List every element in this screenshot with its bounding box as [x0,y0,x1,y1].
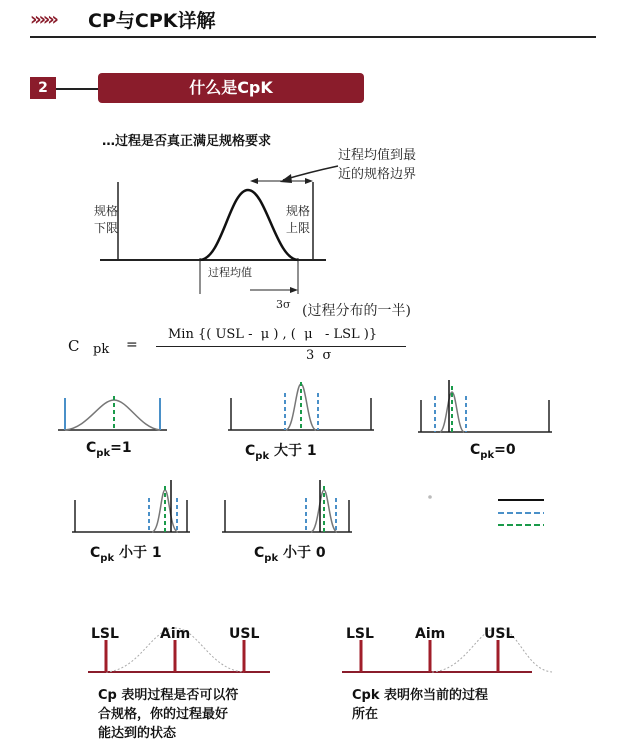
caption-c: C [245,443,256,459]
section-title: 什么是CpK [98,73,364,103]
caption-rest: 小于 1 [114,545,162,561]
caption-c: C [254,545,265,561]
formula-equals: = [126,337,138,353]
caption-c: C [86,440,97,456]
usl-label-line-1: 规格 [286,204,311,218]
gap-arrowhead-right [305,178,313,184]
formula-fraction-bar [156,346,406,347]
cpk-aim-label: Aim [415,626,446,642]
callout-arrowhead [280,174,292,183]
cpk-usl-label: USL [484,626,515,642]
cpk-description-line-2: 所在 [352,707,379,722]
case3-bell [440,392,464,432]
usl-label-line-2: 上限 [286,221,311,235]
note-line-1: 过程均值到最 [338,148,417,163]
cp-usl-label: USL [229,626,260,642]
caption-sub: pk [100,552,115,564]
section-number: 2 [30,77,56,99]
stray-dot [428,495,432,499]
cp-lsl-label: LSL [91,626,119,642]
cp-aim-label: Aim [160,626,191,642]
formula-c: C [68,337,80,355]
cpk-lsl-label: LSL [346,626,374,642]
formula-denominator: 3 σ [306,348,332,363]
cp-description [98,686,238,743]
cp-description-line-2: 合规格，你的过程最好 [98,707,229,722]
case-caption-cpk-eq-1 [86,440,132,459]
caption-c: C [90,545,101,561]
formula-numerator: Min {( USL - μ ) , ( μ - LSL )} [168,327,378,342]
caption-rest: =1 [110,440,132,456]
lsl-label [94,203,118,237]
cp-description-line-1: Cp 表明过程是否可以符 [98,688,239,703]
main-bell-curve [200,190,298,260]
case-caption-cpk-eq-0 [470,442,516,461]
caption-rest: 小于 0 [278,545,326,561]
caption-sub: pk [264,552,279,564]
three-sigma-arrowhead [290,287,298,293]
caption-sub: pk [255,450,270,462]
usl-label [286,203,310,237]
three-sigma-label: 3σ [276,298,291,311]
caption-sub: pk [480,449,495,461]
cpk-description-line-1: Cpk 表明你当前的过程 [352,688,489,703]
page-title: CP与CPK详解 [88,10,216,32]
cp-description-line-3: 能达到的状态 [98,726,177,741]
gap-arrowhead-left [250,178,258,184]
formula-pk: pk [93,342,110,357]
process-mean-label: 过程均值 [208,266,252,279]
case1-bell [65,400,160,430]
lsl-label-line-2: 下限 [94,221,119,235]
note-line-2: 近的规格边界 [338,167,417,182]
caption-rest: 大于 1 [269,443,317,459]
case-caption-cpk-lt-1 [90,542,162,564]
case-caption-cpk-lt-0 [254,542,326,564]
lsl-label-line-1: 规格 [94,204,119,218]
caption-sub: pk [96,447,111,459]
caption-c: C [470,442,481,458]
chevron-arrows-icon: »»» [30,9,56,30]
case-caption-cpk-gt-1 [245,440,317,462]
half-distribution-label: (过程分布的一半) [302,303,411,319]
cpk-description [352,686,488,724]
nearest-spec-note [338,146,416,184]
caption-rest: =0 [494,442,516,458]
question-text: …过程是否真正满足规格要求 [102,134,272,149]
